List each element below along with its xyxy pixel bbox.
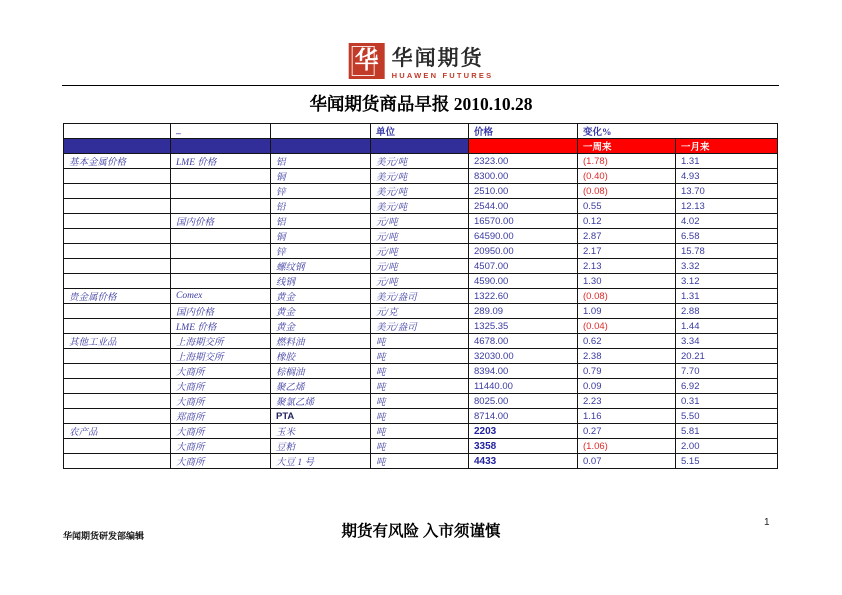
cell-unit: 美元/盎司 [371,289,469,304]
cell-price-source [171,274,271,289]
cell-week-change: (0.40) [578,169,676,184]
report-table-body [64,154,778,469]
cell-commodity: 燃料油 [271,334,371,349]
cell-week-change: (0.04) [578,319,676,334]
cell-week-change: 0.09 [578,379,676,394]
cell-price-source [171,199,271,214]
commodity-report-table [63,123,778,469]
cell-month-change: 13.70 [676,184,778,199]
cell-week-change: 2.38 [578,349,676,364]
table-row [64,259,778,274]
header-week-change: 一周来 [578,139,676,154]
logo-wordmark [392,43,494,80]
cell-price: 1325.35 [469,319,578,334]
cell-month-change: 5.81 [676,424,778,439]
cell-month-change: 2.00 [676,439,778,454]
table-row [64,319,778,334]
cell-category: 农产品 [64,424,171,439]
table-header-row-band [64,139,778,154]
cell-price-source: 上海期交所 [171,334,271,349]
cell-category [64,364,171,379]
cell-price: 1322.60 [469,289,578,304]
cell-unit: 元/吨 [371,229,469,244]
cell-category [64,439,171,454]
cell-commodity: 聚乙烯 [271,379,371,394]
table-row [64,244,778,259]
cell-month-change: 1.31 [676,154,778,169]
table-row [64,349,778,364]
header-underscore-mark: _ [171,124,271,139]
cell-price-source: 大商所 [171,394,271,409]
cell-unit: 元/克 [371,304,469,319]
cell-unit: 美元/吨 [371,154,469,169]
cell-week-change: 0.55 [578,199,676,214]
table-row [64,424,778,439]
header-month-change: 一月来 [676,139,778,154]
cell-price-source: 国内价格 [171,304,271,319]
cell-category [64,319,171,334]
cell-week-change: 1.16 [578,409,676,424]
cell-month-change: 4.93 [676,169,778,184]
cell-week-change: 2.23 [578,394,676,409]
cell-price-source [171,169,271,184]
cell-month-change: 15.78 [676,244,778,259]
cell-price: 8300.00 [469,169,578,184]
table-row [64,364,778,379]
cell-month-change: 12.13 [676,199,778,214]
cell-price-source: Comex [171,289,271,304]
cell-week-change: (0.08) [578,184,676,199]
cell-week-change: 0.27 [578,424,676,439]
cell-unit: 吨 [371,364,469,379]
cell-price: 8714.00 [469,409,578,424]
cell-unit: 美元/吨 [371,184,469,199]
cell-month-change: 6.92 [676,379,778,394]
cell-month-change: 3.34 [676,334,778,349]
cell-price-source [171,229,271,244]
cell-commodity: PTA [271,409,371,424]
cell-unit: 吨 [371,349,469,364]
cell-commodity: 铜 [271,169,371,184]
cell-unit: 元/吨 [371,244,469,259]
cell-month-change: 7.70 [676,364,778,379]
cell-week-change: 2.13 [578,259,676,274]
cell-price-source: 国内价格 [171,214,271,229]
cell-price-source: 大商所 [171,424,271,439]
company-logo [349,43,494,80]
cell-unit: 元/吨 [371,259,469,274]
cell-week-change: (1.78) [578,154,676,169]
cell-commodity: 豆粕 [271,439,371,454]
cell-commodity: 铅 [271,199,371,214]
cell-price: 2510.00 [469,184,578,199]
cell-price: 20950.00 [469,244,578,259]
cell-week-change: 0.62 [578,334,676,349]
cell-price-source [171,184,271,199]
table-row [64,229,778,244]
cell-price: 4590.00 [469,274,578,289]
cell-month-change: 1.31 [676,289,778,304]
table-header-row-labels [64,124,778,139]
cell-category [64,169,171,184]
header-price: 价格 [469,124,578,139]
cell-week-change: 2.17 [578,244,676,259]
cell-price: 4433 [469,454,578,469]
cell-week-change: 0.12 [578,214,676,229]
cell-unit: 元/吨 [371,274,469,289]
cell-month-change: 2.88 [676,304,778,319]
cell-commodity: 大豆 1 号 [271,454,371,469]
cell-price-source: 大商所 [171,439,271,454]
cell-price: 3358 [469,439,578,454]
cell-price-source: 大商所 [171,454,271,469]
cell-commodity: 聚氯乙烯 [271,394,371,409]
cell-category [64,214,171,229]
cell-commodity: 铝 [271,214,371,229]
table-row [64,304,778,319]
cell-commodity: 黄金 [271,289,371,304]
band-blue-cell [171,139,271,154]
cell-unit: 吨 [371,454,469,469]
band-blue-cell [271,139,371,154]
header-empty-cell [271,124,371,139]
seal-character: 华 [354,48,379,74]
cell-commodity: 锌 [271,184,371,199]
page-number: 1 [764,517,770,528]
cell-category [64,454,171,469]
cell-month-change: 3.12 [676,274,778,289]
cell-price: 289.09 [469,304,578,319]
cell-month-change: 4.02 [676,214,778,229]
report-title: 华闻期货商品早报 2010.10.28 [309,94,533,114]
table-row [64,379,778,394]
table-row [64,184,778,199]
cell-category [64,379,171,394]
band-red-cell [469,139,578,154]
cell-price-source [171,259,271,274]
table-row [64,214,778,229]
cell-unit: 吨 [371,409,469,424]
cell-category [64,394,171,409]
table-row [64,154,778,169]
header-change-percent: 变化% [578,124,778,139]
cell-commodity: 螺纹钢 [271,259,371,274]
cell-week-change: (0.08) [578,289,676,304]
table-row [64,454,778,469]
table-row [64,439,778,454]
cell-week-change: (1.06) [578,439,676,454]
cell-commodity: 黄金 [271,304,371,319]
cell-commodity: 锌 [271,244,371,259]
cell-price-source [171,244,271,259]
cell-commodity: 黄金 [271,319,371,334]
cell-commodity: 铝 [271,154,371,169]
cell-month-change: 1.44 [676,319,778,334]
header-empty-cell [64,124,171,139]
cell-unit: 美元/盎司 [371,319,469,334]
cell-price-source: 大商所 [171,379,271,394]
cell-commodity: 线钢 [271,274,371,289]
table-row [64,274,778,289]
cell-category [64,274,171,289]
table-row [64,394,778,409]
cell-category [64,259,171,274]
table-row [64,334,778,349]
cell-unit: 吨 [371,394,469,409]
cell-month-change: 5.50 [676,409,778,424]
cell-commodity: 橡胶 [271,349,371,364]
band-blue-cell [64,139,171,154]
cell-week-change: 1.30 [578,274,676,289]
cell-category: 基本金属价格 [64,154,171,169]
company-name-en: HUAWEN FUTURES [391,71,494,81]
cell-price: 2323.00 [469,154,578,169]
cell-week-change: 0.07 [578,454,676,469]
cell-price-source: 郑商所 [171,409,271,424]
footer-editor-credit: 华闻期货研发部编辑 [63,531,145,541]
cell-week-change: 2.87 [578,229,676,244]
cell-unit: 美元/吨 [371,169,469,184]
cell-unit: 吨 [371,439,469,454]
table-row [64,409,778,424]
cell-price-source: LME 价格 [171,154,271,169]
cell-month-change: 3.32 [676,259,778,274]
cell-month-change: 5.15 [676,454,778,469]
table-row [64,199,778,214]
cell-category [64,184,171,199]
cell-price-source: 大商所 [171,364,271,379]
cell-week-change: 1.09 [578,304,676,319]
cell-month-change: 0.31 [676,394,778,409]
cell-category [64,244,171,259]
cell-price: 2203 [469,424,578,439]
cell-price-source: 上海期交所 [171,349,271,364]
cell-price: 4507.00 [469,259,578,274]
cell-week-change: 0.79 [578,364,676,379]
header-divider [62,85,779,86]
cell-category [64,229,171,244]
cell-commodity: 棕榈油 [271,364,371,379]
band-blue-cell [371,139,469,154]
company-name-cn: 华闻期货 [391,47,484,70]
cell-price: 2544.00 [469,199,578,214]
cell-price: 11440.00 [469,379,578,394]
cell-price: 32030.00 [469,349,578,364]
header-unit: 单位 [371,124,469,139]
cell-category [64,304,171,319]
cell-price-source: LME 价格 [171,319,271,334]
cell-unit: 美元/吨 [371,199,469,214]
huawen-seal-icon [349,43,385,79]
cell-price: 8394.00 [469,364,578,379]
cell-price: 64590.00 [469,229,578,244]
cell-month-change: 20.21 [676,349,778,364]
cell-month-change: 6.58 [676,229,778,244]
cell-price: 16570.00 [469,214,578,229]
table-row [64,169,778,184]
footer-risk-warning: 期货有风险 入市须谨慎 [341,523,501,540]
cell-category: 其他工业品 [64,334,171,349]
cell-commodity: 铜 [271,229,371,244]
cell-category [64,349,171,364]
table-row [64,289,778,304]
cell-unit: 吨 [371,334,469,349]
cell-unit: 吨 [371,424,469,439]
cell-unit: 吨 [371,379,469,394]
cell-category: 贵金属价格 [64,289,171,304]
cell-commodity: 玉米 [271,424,371,439]
cell-price: 4678.00 [469,334,578,349]
cell-unit: 元/吨 [371,214,469,229]
cell-price: 8025.00 [469,394,578,409]
cell-category [64,409,171,424]
cell-category [64,199,171,214]
